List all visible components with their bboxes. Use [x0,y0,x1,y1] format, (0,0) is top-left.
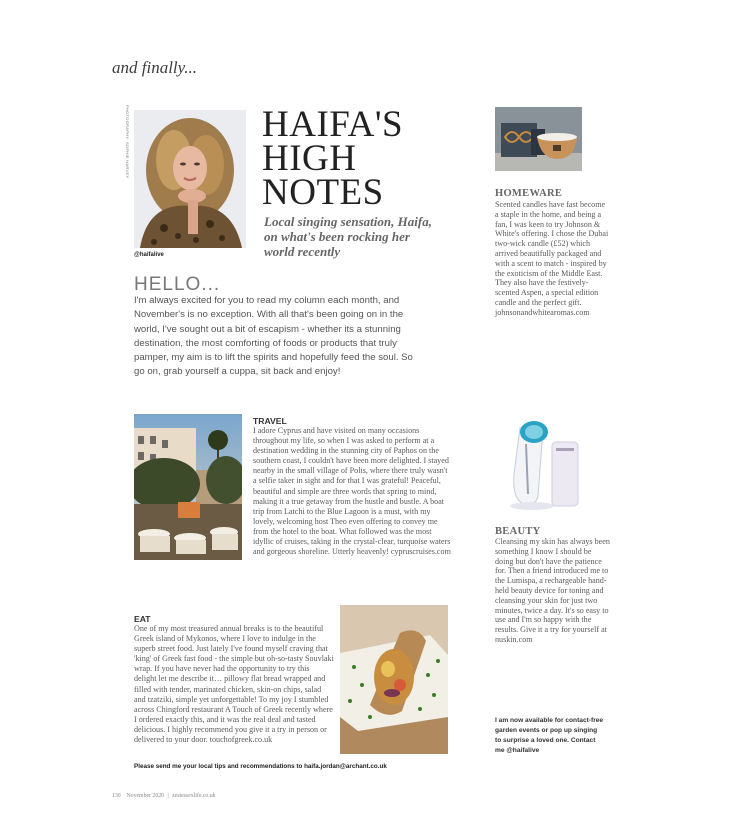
photo-credit: PHOTOGRAPHY: SOPHIE HARVEY [125,105,130,179]
homeware-heading: HOMEWARE [495,188,563,199]
intro-heading: HELLO... [134,274,221,295]
portrait-photo [134,110,246,248]
footer-separator: | [167,793,169,799]
eat-body: One of my most treasured annual breaks is to the beautiful Greek island of Mykonos, where I love to indulge in the superb street food. Just lately I've found myself craving that 'king' of Greek fast food - the simple but oh-so-tasty Souvlaki wrap. If you have never had the opportunity to try this delight let me describe it… pillowy flat bread wrapped and filled with tender, marinated chicken, skin-on chips, salad and tzatziki, simple yet unforgettable! To my joy I stumbled across Chingford restaurant A Touch of Greek recently where I ordered exactly this, and it was the real deal and tasted delicious. I highly recommend you give it a try in person or delivered to your door. touchofgreek.co.uk [134,624,334,745]
beauty-heading: BEAUTY [495,526,541,537]
issue-date: November 2020 [126,793,165,799]
intro-body: I'm always excited for you to read my column each month, and November's is no exception. With all that's been going on in the world, I've sought out a bit of escapism - whether its a stunning destination, the most comforting of foods or products that truly pamper, my aim is to lift the spirits and hopefully feed the soul. So go on, grab yourself a cuppa, sit back and enjoy! [134,295,413,378]
beauty-body: Cleansing my skin has always been something I know I should be doing but don't have the patience for. Then a friend introduced me to the Lumispa, a rechargeable hand-held beauty device for toning and cleansing your skin for just two minutes, twice a day. It's so easy to use and I'm so happy with the results. Give it a try for yourself at nuskin.com [495,537,610,644]
candle-photo [495,107,582,171]
tips-contact-line: Please send me your local tips and recommendations to haifa.jordan@archant.co.uk [134,763,387,770]
travel-body: I adore Cyprus and have visited on many occasions throughout my life, so when I was asked to perform at a destination wedding in the stunning city of Paphos on the southern coast, I couldn't have been more delighted. I stayed nearby in the small village of Polis, where there truly wasn't a selfie taker in sight and for that I was grateful! Peaceful, beautiful and simple are three words that spring to mind, making it a true getaway from the hustle and bustle. A boat trip from Latchi to the Blue Lagoon is a must, with my lovely, welcoming host Theo even offering to convey me from the hotel to the boat. What followed was the most idyllic of cruises, taking in the crystal-clear, turquoise waters and gorgeous shoreline. Utterly heavenly! cypruscruises.com [253,426,451,557]
eat-heading: EAT [134,614,151,624]
title-line: HIGH [262,138,357,179]
travel-heading: TRAVEL [253,416,287,426]
page-footer [112,793,216,799]
souvlaki-photo [340,605,448,754]
website-link: zestessexlife.co.uk [172,793,216,799]
homeware-body: Scented candles have fast become a staple in the home, and being a fan, I was keen to try Johnson & White's offering. I chose the Dubai two-wick candle (£52) which arrived beautifully packaged and with a scent to match - inspired by the exoticism of the Middle East. They also have the festively-scented Aspen, a special edition candle and the perfect gift. johnsonandwhitearomas.com [495,200,609,317]
section-kicker: and finally... [112,58,197,77]
article-standfirst: Local singing sensation, Haifa, on what's been rocking her world recently [264,214,432,259]
travel-photo [134,414,242,560]
article-title [262,104,404,213]
title-line: HAIFA'S [262,104,404,145]
portrait-handle: @haifalive [134,252,164,258]
beauty-device-photo [498,414,586,514]
availability-note: I am now available for contact-free garden events or pop up singing to surprise a loved one. Contact me @haifalive [495,717,604,754]
page-number: 130 [112,793,121,799]
title-line: NOTES [262,172,384,213]
